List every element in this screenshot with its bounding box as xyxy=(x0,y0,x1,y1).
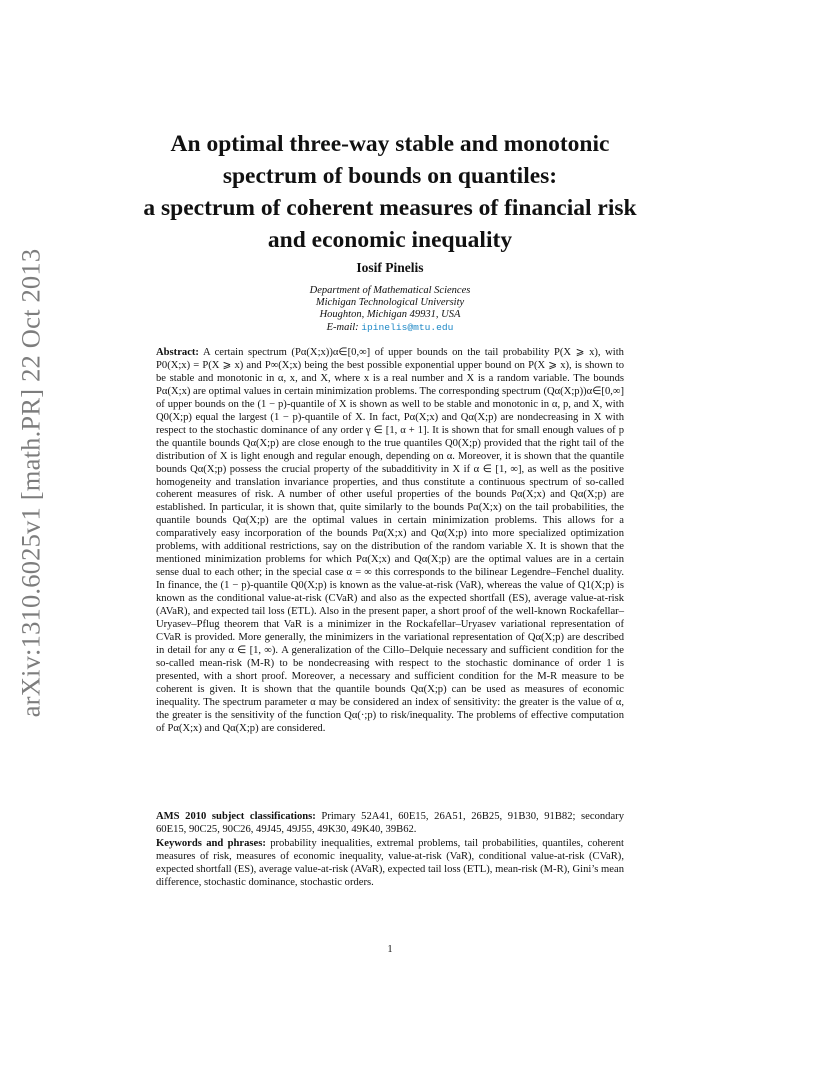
paper-title xyxy=(60,128,720,256)
title-line: a spectrum of coherent measures of financial risk xyxy=(143,195,637,221)
affiliation-university: Michigan Technological University xyxy=(315,297,465,309)
email-row xyxy=(60,322,720,334)
title-line: An optimal three-way stable and monotonic xyxy=(170,131,610,157)
keywords xyxy=(156,838,624,890)
ams-classifications xyxy=(156,811,624,837)
author-name: Iosif Pinelis xyxy=(356,260,424,275)
affiliation-department: Department of Mathematical Sciences xyxy=(309,285,471,296)
page-number: 1 xyxy=(387,944,393,955)
abstract xyxy=(156,347,624,736)
email-label: E-mail: xyxy=(326,321,359,333)
title-line: and economic inequality xyxy=(267,227,513,253)
arxiv-stamp xyxy=(0,248,62,718)
abstract-label: Abstract: xyxy=(156,347,199,358)
abstract-text: A certain spectrum (Pα(X;x))α∈[0,∞] of upper bounds on the tail probability P(X ⩾ x), with P0(X;x) = P(X ⩾ x) and P∞(X;x) being the best possible exponential upper bound on P(X ⩾ x), is shown to be stable and monotonic in α, x, and X, where x is a real number and X is a random variable. The bounds Pα(X;x) are optimal values in certain minimization problems. The corresponding spectrum (Qα(X;p))α∈[0,∞] of upper bounds on the (1 − p)-quantile of X is shown as well to be stable and monotonic in α, p, and X, with Q0(X;p) equal the largest (1 − p)-quantile of X. In fact, Pα(X;x) and Qα(X;p) are nondecreasing in X with respect to the stochastic dominance of any order γ ∈ [1, α + 1]. It is shown that for small enough values of p the quantile bounds Qα(X;p) are close enough to the true quantiles Q0(X;p) provided that the right tail of the distribution of X is light enough and regular enough, depending on α. Moreover, it is shown that the quantile bounds Qα(X;p) possess the crucial property of the subadditivity in X if α ∈ [1, ∞], as well as the positive homogeneity and translation invariance properties, and thus constitute a continuous spectrum of so-called coherent measures of risk. A number of other useful properties of the bounds Pα(X;x) and Qα(X;p) are established. In particular, it is shown that, quite similarly to the bounds Pα(X;x) on the tail probabilities, the quantile bounds Qα(X;p) are the optimal values in certain minimization problems. This allows for a comparatively easy incorporation of the bounds Pα(X;x) and Qα(X;p) into more specialized optimization problems, with additional restrictions, say on the distribution of the random variable X. It is shown that the mentioned minimization problems for which Pα(X;x) and Qα(X;p) are the optimal values are in a certain sense dual to each other; in the special case α = ∞ this corresponds to the bilinear Legendre–Fenchel duality. In finance, the (1 − p)-quantile Q0(X;p) is known as the value-at-risk (VaR), whereas the value of Q1(X;p) is known as the conditional value-at-risk (CVaR) and also as the expected shortfall (ES), average value-at-risk (AVaR), and expected tail loss (ETL). Also in the present paper, a short proof of the well-known Rockafellar–Uryasev–Pflug theorem that VaR is a minimizer in the Rockafellar–Uryasev variational representation of CVaR is provided. More generally, the minimizers in the variational representation of Qα(X;p) are described in detail for any α ∈ [1, ∞). A generalization of the Cillo–Delquie necessary and sufficient condition for the so-called mean-risk (M-R) to be nondecreasing with respect to the stochastic dominance of order 1 is presented, with a short proof. Moreover, a necessary and sufficient condition for the M-R measure to be coherent is given. It is shown that the quantile bounds Qα(X;p) can be used as measures of economic inequality. The spectrum parameter α may be considered an index of sensitivity: the greater is the value of α, the greater is the sensitivity of the function Qα(·;p) to risk/inequality. The problems of effective computation of Pα(X;x) and Qα(X;p) are considered. xyxy=(156,347,624,734)
ams-label: AMS 2010 subject classifications: xyxy=(156,811,316,822)
affiliation xyxy=(60,285,720,334)
keywords-text: probability inequalities, extremal problems, tail probabilities, quantiles, coherent measures of risk, measures of economic inequality, value-at-risk (VaR), conditional value-at-risk (CVaR), expected shortfall (ES), average value-at-risk (AVaR), expected tail loss (ETL), mean-risk (M-R), Gini’s mean difference, stochastic dominance, stochastic orders. xyxy=(156,838,624,888)
affiliation-address: Houghton, Michigan 49931, USA xyxy=(319,309,461,321)
ams-text: Primary 52A41, 60E15, 26A51, 26B25, 91B30, 91B82; secondary 60E15, 90C25, 90C26, 49J45, 49J55, 49K30, 49K40, 39B62. xyxy=(156,811,624,835)
email-link[interactable]: ipinelis@mtu.edu xyxy=(361,321,454,333)
title-line: spectrum of bounds on quantiles: xyxy=(222,163,558,189)
arxiv-stamp-text: arXiv:1310.6025v1 [math.PR] 22 Oct 2013 xyxy=(15,248,46,718)
keywords-label: Keywords and phrases: xyxy=(156,838,266,849)
